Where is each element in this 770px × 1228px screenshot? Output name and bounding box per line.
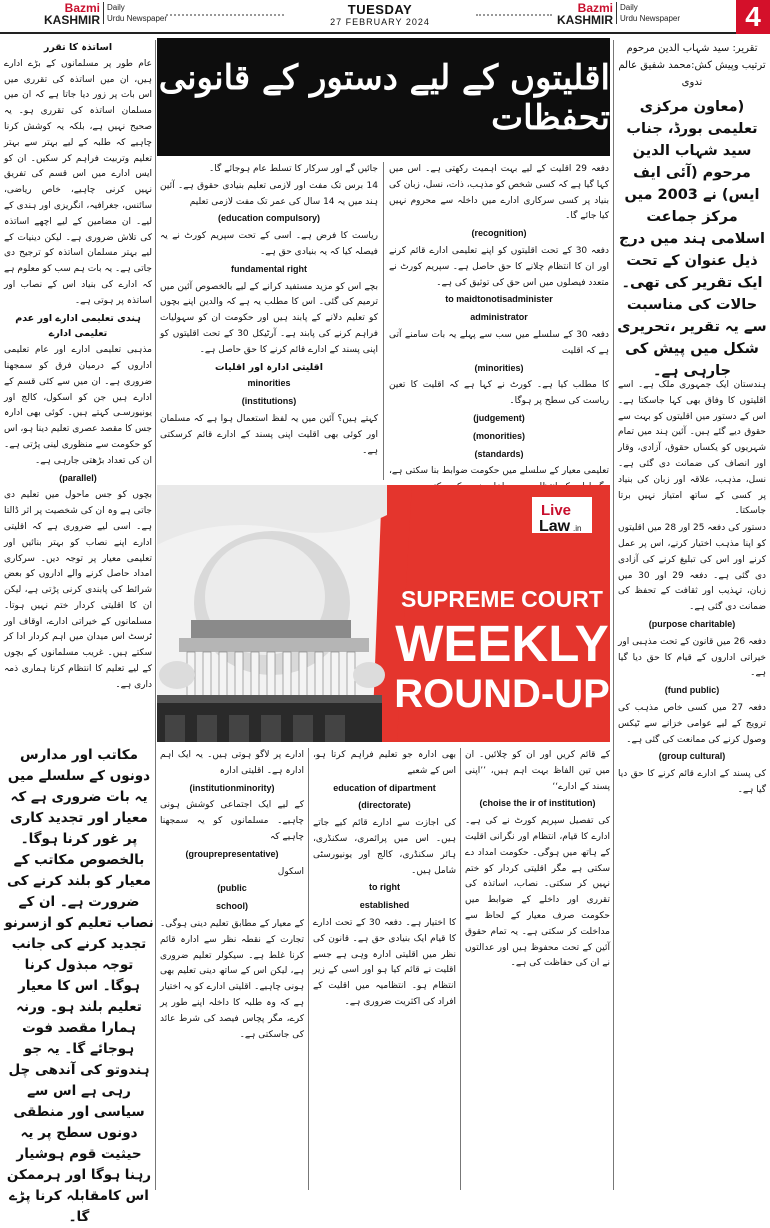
- paragraph: کی پسند کے ادارے قائم کرنے کا حق دیا گیا ہے۔: [618, 769, 766, 795]
- paragraph-term: [618, 683, 766, 700]
- english-term: to maidtonotisadminister: [445, 294, 553, 305]
- paragraph-term: [389, 310, 609, 327]
- column-rule: [383, 162, 384, 480]
- english-term: (education compulsory): [217, 213, 320, 224]
- paragraph-term: [160, 847, 304, 864]
- issue-day: TUESDAY: [347, 2, 413, 17]
- paragraph: دستور کی دفعہ 25 اور 28 میں اقلیتوں کو اپنا مذہب اختیار کرنے، اس پر عمل کرنے اور اس کی تبلیغ کرنے کی آزادی دی گئی ہے۔ دفعہ 29 اور 30 میں زبان، تہذیب اور ثقافت کے تحفظ کی ضمانت دی گئی ہے۔: [618, 523, 767, 613]
- paragraph-term: [160, 881, 304, 898]
- column-subheading: اساتذہ کا تقرر: [43, 42, 113, 53]
- paragraph: کی تفصیل سپریم کورٹ نے کی ہے۔ ادارے کا قیام، انتظام اور نگرانی اقلیت کے ہاتھ میں ہوگی۔ حکومت امداد دے سکتی ہے مگر اقلیتی کردار کو ختم نہیں کر سکتی۔ نصاب، اساتذہ کی تقرری اور داخلے کے ضوابط میں حکومت صرف معیار کے لحاظ سے مداخلت کر سکتی ہے۔ یہ تمام حقوق آئین کے تحت محفوظ ہیں اور عدالتوں نے ان کی حفاظت کی ہے۔: [465, 816, 610, 969]
- english-term: school): [215, 901, 248, 912]
- byline-author: تقریر: سید شہاب الدین مرحوم: [626, 43, 758, 54]
- paragraph: دفعہ 29 اقلیت کے لیے بہت اہمیت رکھتی ہے۔ اس میں کہا گیا ہے کہ کسی شخص کو مذہب، ذات، نسل، زبان کی بنیاد پر کسی سرکاری ادارے میں داخلہ سے محروم نہیں کیا جائے گا۔: [389, 164, 609, 222]
- paragraph: دفعہ 27 میں کسی خاص مذہب کی ترویج کے لیے عوامی خزانے سے ٹیکس وصول کرنے کی ممانعت کی گئی ہے۔: [618, 702, 766, 745]
- logo-law: Law: [539, 518, 571, 535]
- paragraph: دفعہ 26 میں قانون کے تحت مذہبی اور خیراتی اداروں کے قیام کا حق دیا گیا ہے۔: [618, 636, 766, 679]
- english-term: (public: [217, 883, 247, 894]
- paragraph: دفعہ 30 کے سلسلے میں سب سے پہلے یہ بات سامنے آتی ہے کہ اقلیت: [389, 329, 609, 356]
- paragraph-term: [389, 292, 609, 309]
- brand-tag-daily-right: Daily: [620, 3, 638, 12]
- column-left-top: [4, 40, 152, 740]
- paragraph-term: [618, 749, 766, 766]
- paragraph: بچے اس کو مزید مستفید کرانے کے لیے بالخصوص آئین میں ترمیم کی گئی۔ اس کا مطلب یہ ہے کہ والدین اپنے بچوں کو تعلیم دلانے کے پابند ہیں اور حکومت ان کو سہولیات فراہم کرنے کی پابند ہے۔ آرٹیکل 30 کے تحت اقلیتوں کو اپنی پسند کے ادارے قائم کرنے کا حق حاصل ہے۔: [160, 281, 378, 355]
- logo-live: Live: [541, 502, 572, 519]
- paragraph: ہندستان ایک جمہوری ملک ہے۔ اسے اقلیتوں کا وفاق بھی کہا جاسکتا ہے۔ اس کے دستور میں اقلیتوں کو بہت سے حقوق دیے گئے ہیں۔ آئین ہند میں تمام شہریوں کو یکساں حقوق، آزادی، وقار اور انصاف کی ضمانت دی گئی ہے۔ نسل، مذہب، علاقہ اور زبان کی بنیاد پر کسی کے ساتھ امتیاز نہیں برتا جاسکتا۔: [618, 380, 766, 517]
- english-term: (grouprepresentative): [185, 848, 279, 859]
- banner-line-3: ROUND-UP: [394, 672, 610, 716]
- paragraph-term: [313, 898, 456, 915]
- headline-title: اقلیتوں کے لیے دستور کے قانونی تحفظات: [158, 57, 610, 138]
- english-term: (directorate): [358, 800, 411, 811]
- pull-quote: مکاتب اور مدارس دونوں کے سلسلے میں یہ بات ضروری ہے کہ معیار اور تجدید کاری پر غور کرنا ہوگا۔ بالخصوص مکاتب کے معیار کو بلند کرنے کی ضرورت ہے۔ ان کے نصاب تعلیم کو ازسرنو تجدید کرنے کی جانب توجہ مبذول کرنا ہوگا۔ اس کا معیار تعلیم بلند ہو۔ ورنہ ہمارا مقصد فوت ہوجائے گا۔ یہ جو ہندوتو کی آندھی چل رہی ہے اس سے سیاسی اور منطقی دونوں سطح پر یہ حیثیت قوم ہوشیار رہنا ہوگا اور ہرممکن اس کامقابلہ کرنا پڑے گا۔: [4, 747, 154, 1225]
- brand-tag-daily: Daily: [107, 3, 125, 12]
- english-term: (group cultural): [658, 751, 726, 762]
- issue-date: 27 FEBRUARY 2024: [330, 17, 430, 27]
- brand-tag-urdu-right: Urdu Newspaper: [620, 14, 681, 23]
- divider-dots-right: [476, 14, 552, 17]
- brand-name-second-right: KASHMIR: [557, 13, 613, 27]
- paragraph: کا اختیار ہے۔ دفعہ 30 کے تحت ادارے کا قیام ایک بنیادی حق ہے۔ قانون کی نظر میں اقلیتی ادارہ وہی ہے جسے اقلیت نے قائم کیا ہو اور اسی کے زیر انتظام ہو۔ انتظامیہ میں اقلیت کے افراد کی اکثریت ضروری ہے۔: [313, 917, 456, 1007]
- column-subheading: اقلیتی ادارہ اور اقلیات: [214, 361, 324, 373]
- paragraph: کہتے ہیں؟ آئین میں یہ لفظ استعمال ہوا ہے کہ مسلمان اور کوئی بھی اقلیت اپنی پسند کے ادارے قائم کرسکتی ہے۔: [160, 413, 378, 456]
- brand-logo-right: [557, 2, 680, 26]
- english-term: fundamental right: [231, 263, 307, 274]
- logo-in: .in: [573, 524, 582, 533]
- paragraph: بچوں کو جس ماحول میں تعلیم دی جاتی ہے وہ ان کی شخصیت پر اثر ڈالتا ہے۔ اسی لیے ضروری ہے کہ اقلیتی ادارے اپنے نصاب کو بہتر بنائیں اور تعلیمی معیار پر توجہ دیں۔ سرکاری امداد حاصل کرنے والے اداروں کو بعض شرائط کی پابندی کرنی پڑتی ہے، لیکن ان کا اقلیتی کردار ختم نہیں ہوتا۔ مسلمانوں کے خیراتی ادارے، اوقاف اور ٹرسٹ اس میدان میں اہم کردار ادا کر سکتے ہیں۔ غریب مسلمانوں کے بچوں کے لیے تعلیم کا انتظام کرنا ہماری ذمہ داری ہے۔: [4, 490, 152, 690]
- article-intro: (معاون مرکزی تعلیمی بورڈ، جناب سید شہاب الدین مرحوم (آئی ایف ایس) نے 2003 میں مرکز جماعت اسلامی ہند میں درج ذیل عنوان کے تحت ایک تقریر کی تھی۔ حالات کی مناسبت سے یہ تقریر ،تحریری شکل میں پیش کی جارہی ہے۔: [617, 99, 767, 379]
- masthead: [0, 0, 770, 34]
- brand-name-first-right: Bazmi: [577, 1, 613, 15]
- column-mid-bottom-mid: [313, 748, 456, 1192]
- paragraph: اسکول: [277, 866, 304, 877]
- english-term: (purpose charitable): [648, 618, 736, 629]
- paragraph-term: [465, 796, 610, 813]
- paragraph: کے قائم کریں اور ان کو چلائیں۔ ان میں تین الفاظ بہت اہم ہیں، ’’اپنی پسند کے ادارے‘‘: [465, 750, 610, 792]
- paragraph-term: [4, 471, 152, 488]
- paragraph-term: [160, 262, 378, 279]
- paragraph-term: [313, 781, 456, 798]
- banner-line-2: WEEKLY: [395, 615, 609, 672]
- banner-line-1: SUPREME COURT: [401, 586, 603, 612]
- english-term: (minorities): [474, 362, 524, 373]
- paragraph: دفعہ 30 کے تحت اقلیتوں کو اپنے تعلیمی ادارے قائم کرنے اور ان کا انتظام چلانے کا حق حاصل ہے۔ سپریم کورٹ نے متعدد فیصلوں میں اس حق کی توثیق کی ہے۔: [389, 245, 609, 288]
- column-mid-top-left: [160, 162, 378, 482]
- column-subheading: ہندی تعلیمی ادارے اور عدم تعلیمی ادارے: [15, 312, 141, 340]
- paragraph-term: [389, 429, 609, 446]
- paragraph: کے لیے ایک اجتماعی کوشش ہونی چاہیے۔ مسلمانوں کو یہ سمجھنا چاہیے کہ: [160, 800, 304, 842]
- paragraph-term: [389, 447, 609, 464]
- date-block: [280, 2, 480, 27]
- paragraph-term: [389, 411, 609, 428]
- paragraph-term: [389, 361, 609, 378]
- english-term: established: [359, 900, 410, 911]
- supreme-court-illustration: [157, 485, 610, 742]
- english-term: education of dipartment: [333, 782, 436, 793]
- english-term: (monorities): [472, 430, 525, 441]
- supreme-court-image: [157, 485, 610, 742]
- paragraph-term: [313, 798, 456, 815]
- column-mid-bottom-left: [160, 748, 304, 1192]
- english-term: (institutionminority): [189, 782, 275, 793]
- english-term: (fund public): [664, 685, 720, 696]
- paragraph: عام طور پر مسلمانوں کے بڑے ادارے ہیں، ان میں اساتذہ کی تقرری میں اس بات پر زور دیا جاتا ہے کہ ان میں مسلمان اساتذہ کی تقرری ہو۔ یہ صحیح نہیں ہے، بلکہ یہ کوشش کرنا چاہیے کہ طلبہ کے لیے بہتر سے بہتر تعلیم وتربیت فراہم کر سکیں۔ ان کو ایس ادارے میں اس قسم کی تفریق نہیں کرنی چاہیے، خاص ریاضی، سائنس، جغرافیہ، انگریزی اور ہندی کے لیے۔ ان مضامین کے لیے اچھے اساتذہ کی تلاش ضروری ہے۔ لیکن دینیات کے لیے بہتر مسلمان اساتذہ کو ترجیح دی جاتی ہے۔ یہ بات ہم سب کو معلوم ہے کہ ادارے کی بنیاد اس کے نصاب اور اساتذہ پر ہوتی ہے۔: [3, 58, 152, 306]
- paragraph-term: [160, 376, 378, 393]
- paragraph: بھی ادارہ جو تعلیم فراہم کرتا ہو، اس کے شعبے: [313, 750, 456, 776]
- column-right-body: [618, 378, 766, 1193]
- english-term: (parallel): [59, 472, 97, 483]
- brand-name-first: Bazmi: [64, 1, 100, 15]
- paragraph: کا مطلب کیا ہے۔ کورٹ نے کہا ہے کہ اقلیت کا تعین ریاست کی سطح پر ہوگا۔: [389, 380, 609, 407]
- paragraph-term: [618, 617, 766, 634]
- paragraph-term: [313, 880, 456, 897]
- column-rule: [308, 748, 309, 1190]
- english-term: (judgement): [473, 412, 525, 423]
- paragraph-term: [160, 394, 378, 411]
- paragraph-term: [389, 226, 609, 243]
- brand-tag-urdu: Urdu Newspaper: [107, 14, 168, 23]
- english-term: to right: [369, 882, 400, 893]
- divider-dots-left: [166, 14, 284, 17]
- english-term: (recognition): [471, 228, 527, 239]
- paragraph: 14 برس تک مفت اور لازمی تعلیم بنیادی حقوق ہے۔ آئین ہند میں یہ 14 سال کی عمر تک مفت لازمی تعلیم: [160, 180, 378, 207]
- article-byline: [617, 40, 767, 91]
- paragraph: تعلیمی معیار کے سلسلے میں حکومت ضوابط بنا سکتی ہے،: [389, 466, 609, 477]
- paragraph: ادارے پر لاگو ہوتی ہیں۔ یہ ایک اہم ادارہ ہے۔ اقلیتی ادارہ: [160, 750, 304, 776]
- paragraph-term: [160, 211, 378, 228]
- english-term: (choise the ir of institution): [479, 798, 596, 809]
- paragraph: ریاست کا فرض ہے۔ اسی کے تحت سپریم کورٹ نے یہ فیصلہ کیا کہ یہ بنیادی حق ہے۔: [160, 231, 378, 257]
- headline-banner: [157, 38, 610, 156]
- page-number: 4: [736, 0, 770, 34]
- column-rule: [613, 40, 614, 1190]
- paragraph: کے معیار کے مطابق تعلیم دینی ہوگی۔ تجارت کے نقطہ نظر سے ادارہ قائم کرنا غلط ہے۔ سیکولر تعلیم ضروری ہے، لیکن اس کے ساتھ دینی تعلیم بھی ہونی چاہیے۔ اقلیتی ادارے کو یہ اختیار ہے کہ وہ طلبہ کا داخلہ اپنے طور پر کرے، مگر پچاس فیصد کی شرط عائد کی جاسکتی ہے۔: [160, 918, 304, 1040]
- column-mid-top-right: [389, 162, 609, 482]
- column-mid-bottom-right: [465, 748, 610, 1192]
- paragraph: جائیں گے اور سرکار کا تسلط عام ہوجائے گا۔: [209, 164, 378, 174]
- english-term: administrator: [470, 312, 528, 323]
- brand-name-second: KASHMIR: [44, 13, 100, 27]
- column-rule: [155, 40, 156, 1190]
- english-term: (institutions): [241, 396, 297, 407]
- brand-logo-left: [44, 2, 167, 26]
- paragraph: کی اجازت سے ادارے قائم کیے جاتے ہیں۔ اس میں پرائمری، سکنڈری، ہائر سکنڈری، کالج اور یونیورسٹی شامل ہیں۔: [313, 818, 456, 876]
- paragraph-term: [160, 899, 304, 916]
- byline-compiler: ترتیب وپیش کش:محمد شفیق عالم ندوی: [618, 60, 766, 88]
- paragraph-term: [160, 781, 304, 798]
- english-term: (standards): [474, 448, 524, 459]
- column-rule: [460, 748, 461, 1190]
- paragraph: مذہبی تعلیمی ادارے اور عام تعلیمی اداروں کے درمیان فرق کو سمجھنا ضروری ہے۔ ان میں سے کئی قسم کے ادارے ہیں جن کو اسکول، کالج اور یونیورسـی کہتے ہیں۔ کوئی بھی ادارہ جس کا مقصد عصری تعلیم دینا ہو، اس کو حکومت سے منظوری لینی پڑتی ہے۔ ان کی تعداد بڑھتی جارہی ہے۔: [4, 345, 152, 466]
- english-term: minorities: [247, 378, 291, 389]
